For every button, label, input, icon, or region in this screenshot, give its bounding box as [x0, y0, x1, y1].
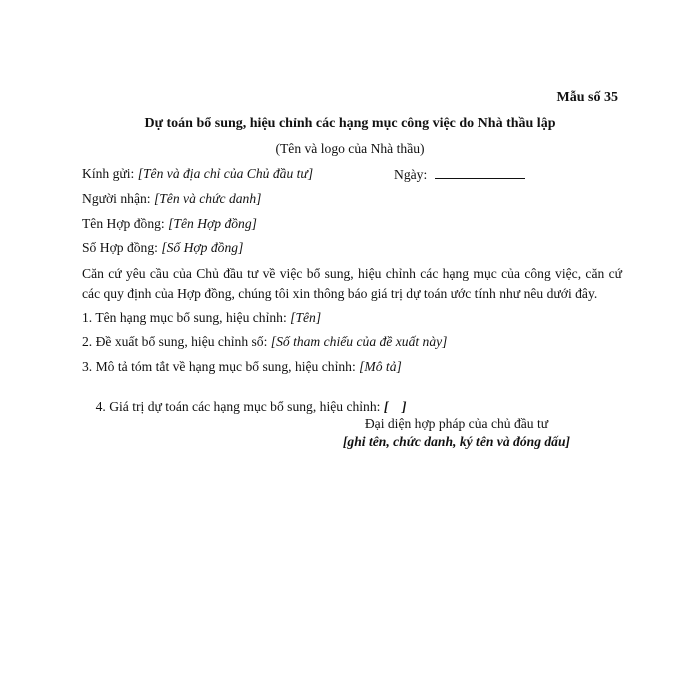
item-label: 1. Tên hạng mục bổ sung, hiệu chỉnh: [82, 310, 291, 325]
contract-name-value: [Tên Hợp đồng] [168, 216, 257, 231]
date-blank [435, 166, 525, 179]
recipient-line [82, 191, 261, 207]
date-line [394, 166, 525, 183]
document-title: Dự toán bổ sung, hiệu chỉnh các hạng mục công việc do Nhà thầu lập [144, 116, 556, 131]
item-3 [82, 359, 402, 375]
recipient-value: [Tên và chức danh] [153, 191, 262, 206]
item-value: [Tên] [290, 310, 322, 325]
contract-number-line [82, 240, 243, 256]
item-value: [ ] [383, 399, 407, 414]
item-value: [Số tham chiếu của đề xuất này] [270, 334, 448, 349]
item-label: 2. Đề xuất bổ sung, hiệu chỉnh số: [82, 334, 271, 349]
date-label: Ngày: [394, 167, 431, 182]
recipient-label: Người nhận: [82, 191, 154, 206]
item-value: [Mô tả] [359, 359, 402, 374]
item-label: 3. Mô tả tóm tắt về hạng mục bổ sung, hiệu chỉnh: [82, 359, 360, 374]
contract-name-line [82, 216, 257, 232]
contract-number-label: Số Hợp đồng: [82, 240, 162, 255]
form-number: Mẫu số 35 [556, 90, 618, 105]
addressee-line [82, 166, 313, 182]
item-2 [82, 334, 447, 350]
addressee-value: [Tên và địa chỉ của Chủ đầu tư] [137, 166, 314, 181]
item-1 [82, 310, 321, 326]
contract-number-value: [Số Hợp đồng] [161, 240, 244, 255]
item-label: 4. Giá trị dự toán các hạng mục bổ sung, hiệu chỉnh: [95, 399, 384, 414]
addressee-label: Kính gửi: [82, 166, 138, 181]
body-paragraph: Căn cứ yêu cầu của Chủ đầu tư về việc bổ sung, hiệu chỉnh các hạng mục của công việc, căn cứ các quy định của Hợp đồng, chúng tôi xin thông báo giá trị dự toán ước tính như nêu dưới đây. [82, 266, 622, 301]
signature-title: Đại diện hợp pháp của chủ đầu tư [364, 416, 549, 431]
document-subtitle: (Tên và logo của Nhà thầu) [275, 141, 425, 156]
signature-note: [ghi tên, chức danh, ký tên và đóng dấu] [342, 434, 571, 449]
contract-name-label: Tên Hợp đồng: [82, 216, 169, 231]
